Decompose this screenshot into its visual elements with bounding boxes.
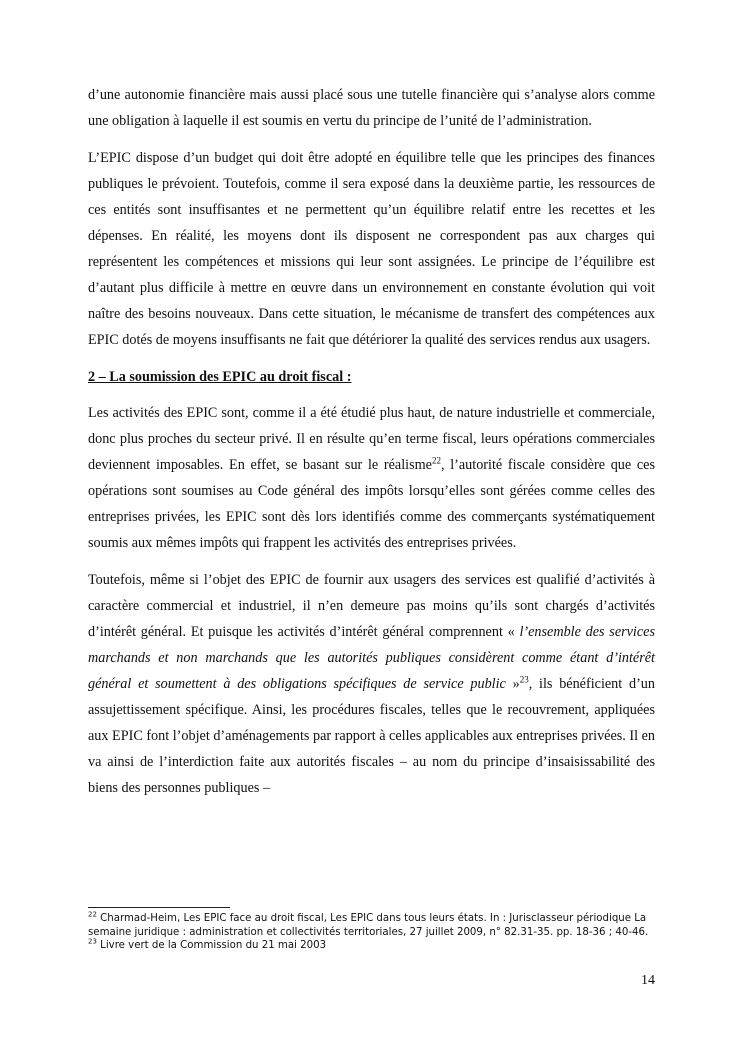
- paragraph-3: [88, 400, 655, 556]
- footnote-ref-22[interactable]: 22: [431, 455, 441, 466]
- footnote-number: 23: [88, 937, 97, 946]
- footnote-22: [88, 912, 655, 939]
- footnotes: [88, 907, 655, 953]
- quotation: l’ensemble des services marchands et non marchands que les autorités publiques considèrent comme étant d’intérêt général et soumettent à des obligations spécifiques de service public: [88, 624, 655, 692]
- quote-close: »: [505, 676, 520, 692]
- body-text: [88, 82, 655, 812]
- footnote-divider: [88, 907, 230, 908]
- paragraph-1: d’une autonomie financière mais aussi placé sous une tutelle financière qui s’analyse alors comme une obligation à laquelle il est soumis en vertu du principe de l’unité de l’administration.: [88, 87, 655, 129]
- footnote-text: Livre vert de la Commission du 21 mai 2003: [96, 940, 327, 951]
- footnote-text: Charmad-Heim, Les EPIC face au droit fiscal, Les EPIC dans tous leurs états. In : Jurisclasseur périodique La semaine juridique : administration et collectivités territoriales, 27 juillet 2009, n° 82.31-35. pp. 18-36 ; 40-46.: [88, 913, 649, 938]
- footnote-number: 22: [88, 910, 97, 919]
- footnote-23: [88, 939, 655, 953]
- section-heading: 2 – La soumission des EPIC au droit fiscal :: [88, 369, 352, 385]
- paragraph-3-part-a: Les activités des EPIC sont, comme il a été étudié plus haut, de nature industrielle et commerciale, donc plus proches du secteur privé. Il en résulte qu’en terme fiscal, leurs opérations commerciales deviennent imposables. En effet, se basant sur le réalisme: [88, 405, 655, 473]
- page-number: 14: [641, 973, 655, 988]
- footnote-ref-23[interactable]: 23: [519, 674, 529, 685]
- paragraph-4: [88, 567, 655, 801]
- paragraph-4-part-b: , ils bénéficient d’un assujettissement spécifique. Ainsi, les procédures fiscales, telles que le recouvrement, appliquées aux EPIC font l’objet d’aménagements par rapport à celles applicables aux entreprises privées. Il en va ainsi de l’interdiction faite aux autorités fiscales – au nom du principe d’insaisissabilité des biens des personnes publiques –: [88, 676, 655, 796]
- paragraph-2: L’EPIC dispose d’un budget qui doit être adopté en équilibre telle que les principes des finances publiques le prévoient. Toutefois, comme il sera exposé dans la deuxième partie, les ressources de ces entités sont insuffisantes et ne permettent qu’un équilibre relatif entre les recettes et les dépenses. En réalité, les moyens dont ils disposent ne correspondent pas aux charges qui représentent les compétences et missions qui leur sont assignées. Le principe de l’équilibre est d’autant plus difficile à mettre en œuvre dans un environnement en constante évolution qui voit naître des besoins nouveaux. Dans cette situation, le mécanisme de transfert des compétences aux EPIC dotés de moyens insuffisants ne fait que détériorer la qualité des services rendus aux usagers.: [88, 150, 655, 348]
- paragraph-4-part-a: Toutefois, même si l’objet des EPIC de fournir aux usagers des services est qualifié d’activités à caractère commercial et industriel, il n’en demeure pas moins qu’ils sont chargés d’activités d’intérêt général. Et puisque les activités d’intérêt général comprennent «: [88, 572, 655, 640]
- paragraph-3-part-b: , l’autorité fiscale considère que ces opérations sont soumises au Code général des impôts lorsqu’elles sont gérées comme celles des entreprises privées, les EPIC sont dès lors identifiés comme des commerçants systématiquement soumis aux mêmes impôts qui frappent les activités des entreprises privées.: [88, 457, 655, 551]
